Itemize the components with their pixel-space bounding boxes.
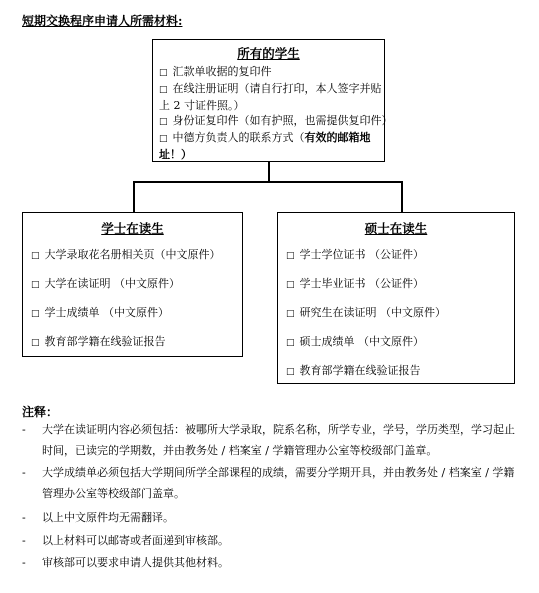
bachelor-item-enrollment: □ 大学在读证明 （中文原件）: [31, 277, 181, 290]
note-item: - 大学在读证明内容必须包括：被哪所大学录取，院系名称，所学专业，学号，学历类型，学习起止时间，已读完的学期数，并由教务处 / 档案室 / 学籍管理办公室等校级部门盖章。: [22, 419, 522, 461]
dash-bullet: -: [22, 534, 26, 547]
checkbox-icon: □: [286, 251, 295, 261]
checkbox-icon: □: [286, 280, 295, 290]
bachelor-item-verification: □ 教育部学籍在线验证报告: [31, 335, 166, 348]
master-item-verification: □ 教育部学籍在线验证报告: [286, 364, 421, 377]
notes-title: 注释：: [22, 405, 59, 419]
master-title: 硕士在读生: [364, 221, 428, 236]
checkbox-icon: □: [159, 134, 168, 144]
bachelor-item-roster: □ 大学录取花名册相关页（中文原件）: [31, 248, 221, 261]
dash-bullet: -: [22, 556, 26, 569]
checkbox-icon: □: [286, 338, 295, 348]
checkbox-icon: □: [159, 68, 168, 78]
all-students-box: [152, 39, 393, 162]
dash-bullet: -: [22, 423, 26, 436]
all-item-contact: □ 中德方负责人的联系方式（有效的邮箱地: [159, 131, 371, 144]
all-students-title: 所有的学生: [237, 46, 300, 61]
master-item-transcript: □ 硕士成绩单 （中文原件）: [286, 335, 425, 348]
connector-horizontal: [133, 181, 403, 183]
all-item-contact-cont: 址！）: [159, 148, 192, 161]
note-item: - 审核部可以要求申请人提供其他材料。: [22, 552, 522, 573]
bachelor-item-transcript: □ 学士成绩单 （中文原件）: [31, 306, 170, 319]
page-title: 短期交换程序申请人所需材料:: [22, 14, 183, 28]
all-item-id-copy: □ 身份证复印件（如有护照，也需提供复印件）: [159, 114, 393, 127]
bachelor-box: [22, 212, 243, 357]
note-item: - 大学成绩单必须包括大学期间所学全部课程的成绩，需要分学期开具，并由教务处 / 档案室 / 学籍管理办公室等校级部门盖章。: [22, 462, 522, 504]
all-item-registration-cont: 上 2 寸证件照。）: [159, 99, 245, 112]
checkbox-icon: □: [31, 251, 40, 261]
checkbox-icon: □: [31, 338, 40, 348]
all-item-registration: □ 在线注册证明（请自行打印，本人签字并贴: [159, 82, 382, 95]
master-item-enrollment: □ 研究生在读证明 （中文原件）: [286, 306, 447, 319]
master-item-diploma: □ 学士毕业证书 （公证件）: [286, 277, 425, 290]
checkbox-icon: □: [159, 117, 168, 127]
bachelor-title: 学士在读生: [101, 221, 164, 236]
note-item: - 以上材料可以邮寄或者面递到审核部。: [22, 530, 522, 551]
dash-bullet: -: [22, 511, 26, 524]
connector-left-branch: [133, 181, 135, 212]
connector-vertical-main: [268, 162, 270, 182]
checkbox-icon: □: [31, 309, 40, 319]
dash-bullet: -: [22, 466, 26, 479]
connector-right-branch: [401, 181, 403, 212]
checkbox-icon: □: [159, 85, 168, 95]
note-item: - 以上中文原件均无需翻译。: [22, 507, 522, 528]
master-box: [277, 212, 515, 384]
checkbox-icon: □: [31, 280, 40, 290]
all-item-remittance: □ 汇款单收据的复印件: [159, 65, 272, 78]
master-item-degree-cert: □ 学士学位证书 （公证件）: [286, 248, 425, 261]
checkbox-icon: □: [286, 309, 295, 319]
checkbox-icon: □: [286, 367, 295, 377]
